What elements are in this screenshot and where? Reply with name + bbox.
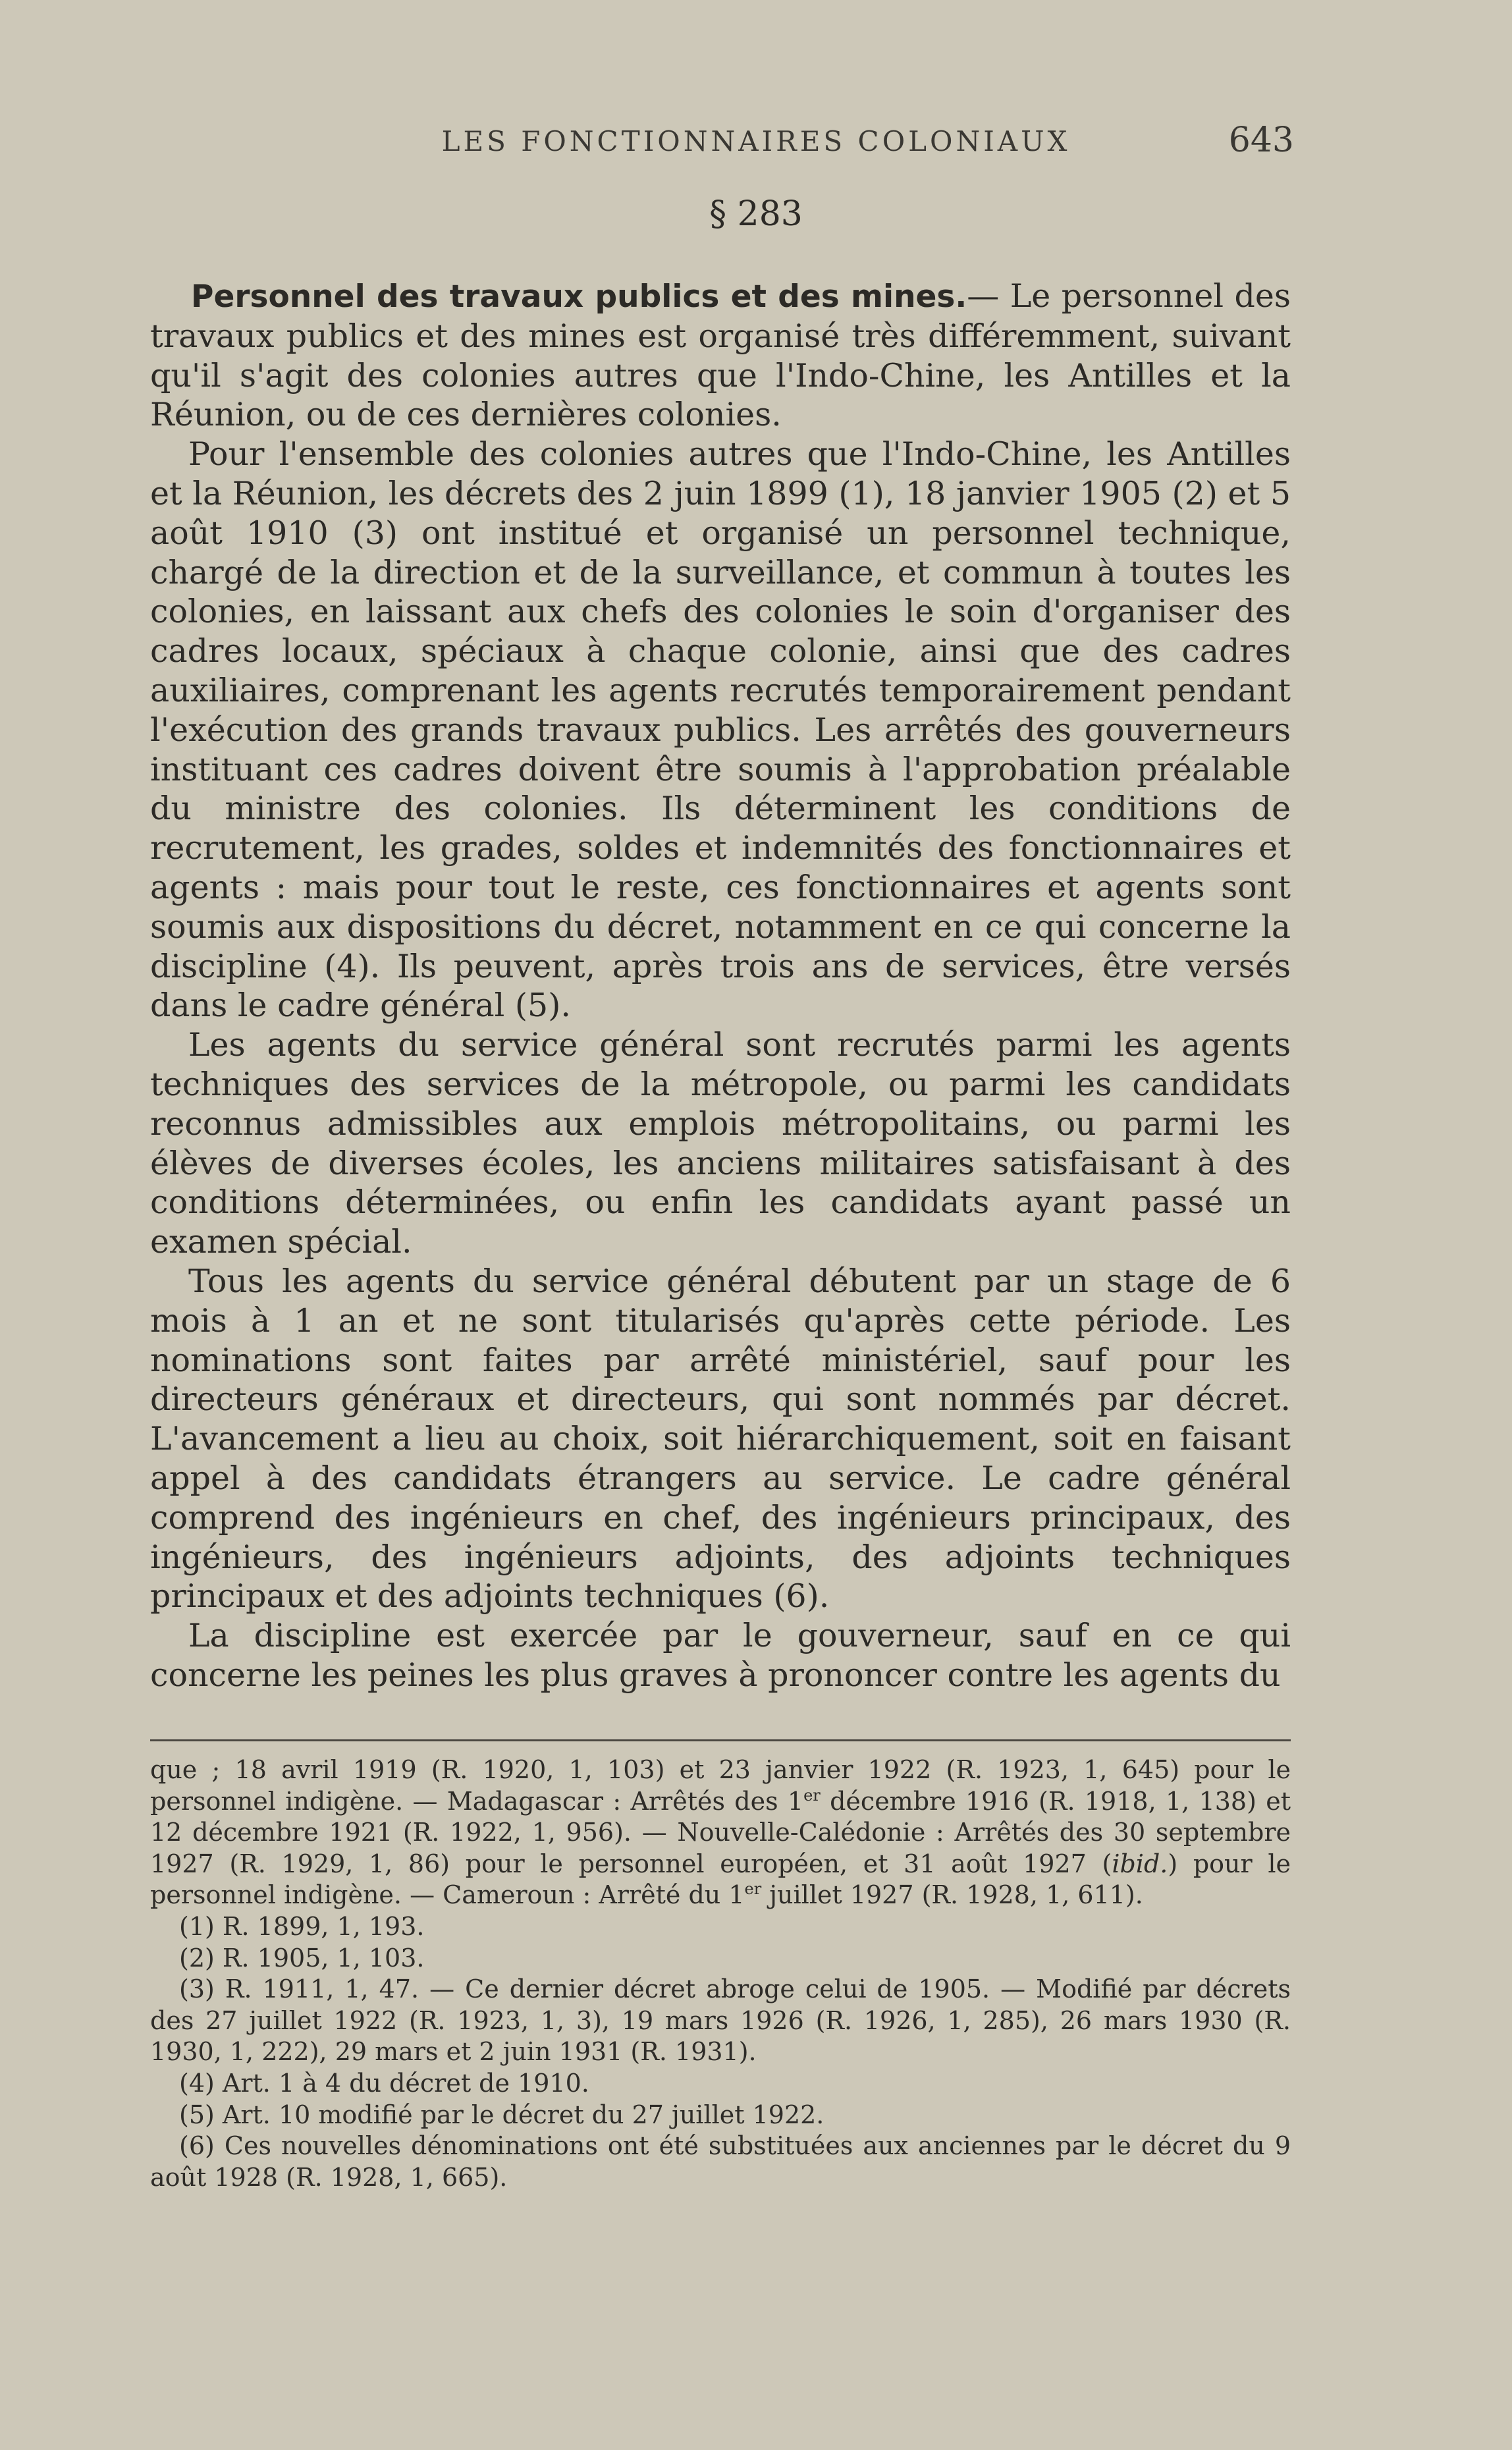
run-in-heading: Personnel des travaux publics et des mines. bbox=[191, 279, 967, 315]
superscript: er bbox=[744, 1880, 762, 1899]
main-text bbox=[150, 277, 1291, 1695]
footnote-italic: ibid. bbox=[1112, 1849, 1168, 1878]
footnote-divider bbox=[150, 1739, 1291, 1741]
footnote-text: juillet 1927 (R. 1928, 1, 611). bbox=[761, 1880, 1143, 1910]
paragraph: Tous les agents du service général débutent par un stage de 6 mois à 1 an et ne sont titularisés qu'après cette période. Les nominations sont faites par arrêté ministériel, sauf pour les directeurs généraux et directeurs, qui sont nommés par décret. L'avancement a lieu au choix, soit hiérarchiquement, soit en faisant appel à des candidats étrangers au service. Le cadre général comprend des ingénieurs en chef, des ingénieurs principaux, des ingénieurs, des ingénieurs adjoints, des adjoints techniques principaux et des adjoints techniques (6). bbox=[150, 1262, 1291, 1616]
section-heading: § 283 bbox=[709, 194, 803, 234]
paragraph: Pour l'ensemble des colonies autres que l'Indo-Chine, les Antilles et la Réunion, les décrets des 2 juin 1899 (1), 18 janvier 1905 (2) et 5 août 1910 (3) ont institué et organisé un personnel technique, chargé de la direction et de la surveillance, et commun à toutes les colonies, en laissant aux chefs des colonies le soin d'organiser des cadres locaux, spéciaux à chaque colonie, ainsi que des cadres auxiliaires, comprenant les agents recrutés temporairement pendant l'exécution des grands travaux publics. Les arrêtés des gouverneurs instituant ces cadres doivent être soumis à l'approbation préalable du ministre des colonies. Ils déterminent les conditions de recrutement, les grades, soldes et indemnités des fonctionnaires et agents : mais pour tout le reste, ces fonctionnaires et agents sont soumis aux dispositions du décret, notamment en ce qui concerne la discipline (4). Ils peuvent, après trois ans de services, être versés dans le cadre général (5). bbox=[150, 435, 1291, 1025]
footnote-6: (6) Ces nouvelles dénominations ont été substituées aux anciennes par le décret du 9 août 1928 (R. 1928, 1, 665). bbox=[150, 2131, 1291, 2192]
footnote-text: ) pour le personnel indigène. — Cameroun : Arrêté du 1 bbox=[150, 1849, 1291, 1910]
page-number: 643 bbox=[1228, 121, 1294, 160]
paragraph-text: — Le personnel des travaux publics et des mines est organisé très différemment, suivant qu'il s'agit des colonies autres que l'Indo-Chine, les Antilles et la Réunion, ou de ces dernières colonies. bbox=[150, 277, 1291, 434]
footnote-1: (1) R. 1899, 1, 193. bbox=[179, 1911, 425, 1941]
footnote-5: (5) Art. 10 modifié par le décret du 27 juillet 1922. bbox=[179, 2100, 824, 2129]
footnotes bbox=[150, 1755, 1291, 2193]
footnote-text: que ; 18 avril 1919 (R. 1920, 1, 103) et 23 janvier 1922 (R. 1923, 1, 645) pour le personnel indigène. — Madagascar : Arrêtés des 1 bbox=[150, 1755, 1291, 1816]
footnote-4: (4) Art. 1 à 4 du décret de 1910. bbox=[179, 2068, 589, 2098]
superscript: er bbox=[803, 1785, 821, 1805]
footnote-3: (3) R. 1911, 1, 47. — Ce dernier décret abroge celui de 1905. — Modifié par décrets des 27 juillet 1922 (R. 1923, 1, 3), 19 mars 1926 (R. 1926, 1, 285), 26 mars 1930 (R. 1930, 1, 222), 29 mars et 2 juin 1931 (R. 1931). bbox=[150, 1974, 1291, 2067]
footnote-text: décembre 1916 (R. 1918, 1, 138) et 12 décembre 1921 (R. 1922, 1, 956). — Nouvelle-Calédonie : Arrêtés des 30 septembre 1927 (R. 1929, 1, 86) pour le personnel européen, et 31 août 1927 ( bbox=[150, 1786, 1291, 1878]
paragraph: La discipline est exercée par le gouverneur, sauf en ce qui concerne les peines les plus graves à prononcer contre les agents du bbox=[150, 1617, 1291, 1694]
paragraph bbox=[150, 277, 1291, 435]
running-title: LES FONCTIONNAIRES COLONIAUX bbox=[441, 125, 1071, 157]
paragraph: Les agents du service général sont recrutés parmi les agents techniques des services de la métropole, ou parmi les candidats reconnus admissibles aux emplois métropolitains, ou parmi les élèves de diverses écoles, les anciens militaires satisfaisant à des conditions déterminées, ou enfin les candidats ayant passé un examen spécial. bbox=[150, 1026, 1291, 1261]
footnote-continuation bbox=[150, 1755, 1291, 1911]
footnote-2: (2) R. 1905, 1, 103. bbox=[179, 1943, 425, 1973]
